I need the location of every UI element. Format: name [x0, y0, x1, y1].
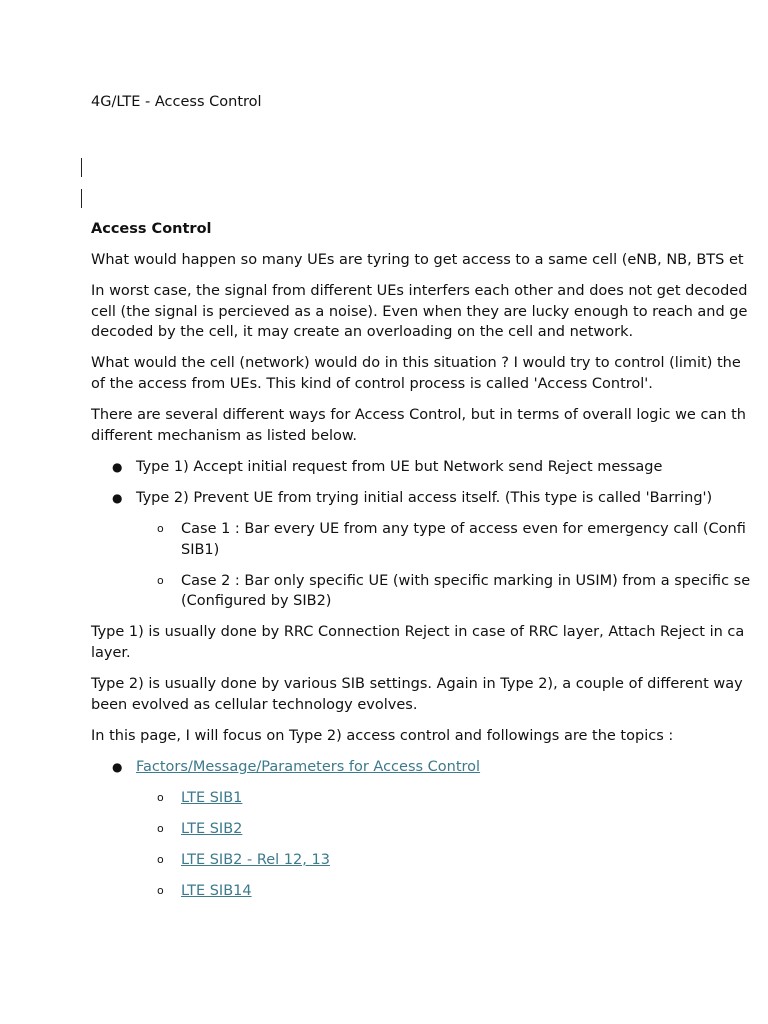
- factors-link[interactable]: Factors/Message/Parameters for Access Control: [136, 758, 481, 775]
- list-item-topic-sib1: [136, 788, 768, 809]
- list-item-case1: [136, 519, 768, 560]
- case2-line: Case 2 : Bar only specific UE (with specific marking in USIM) from a specific se: [181, 572, 751, 589]
- type2-explanation-line: been evolved as cellular technology evolves.: [91, 696, 418, 713]
- list-item-case2: [136, 571, 768, 612]
- worst-case-line: In worst case, the signal from different UEs interfers each other and does not get decoded: [91, 283, 748, 300]
- bullet-circle-icon: o: [157, 573, 164, 587]
- intro-paragraph: [91, 250, 768, 271]
- worst-case-line: decoded by the cell, it may create an overloading on the cell and network.: [91, 324, 634, 341]
- mechanisms-line: different mechanism as listed below.: [91, 427, 358, 444]
- network-response-paragraph: [91, 353, 768, 394]
- text-cursor-mark: [81, 189, 82, 208]
- type1-text: Type 1) Accept initial request from UE but Network send Reject message: [136, 458, 663, 475]
- list-item-topic-sib2: [136, 819, 768, 840]
- barring-cases-list: [136, 519, 768, 612]
- article-content: [91, 219, 768, 912]
- bullet-circle-icon: o: [157, 853, 164, 867]
- section-heading: Access Control: [91, 221, 212, 237]
- text-cursor-mark: [81, 158, 82, 177]
- lte-sib14-link[interactable]: LTE SIB14: [181, 883, 252, 900]
- lte-sib2-rel-link[interactable]: LTE SIB2 - Rel 12, 13: [181, 852, 330, 869]
- mechanisms-line: There are several different ways for Access Control, but in terms of overall logic we can th: [91, 407, 746, 424]
- list-item-topic-main: [91, 757, 768, 902]
- bullet-disc-icon: ●: [112, 459, 123, 474]
- network-response-line: What would the cell (network) would do in this situation ? I would try to control (limit) the: [91, 355, 741, 372]
- bullet-circle-icon: o: [157, 822, 164, 836]
- topics-sublist: [136, 788, 768, 902]
- worst-case-line: cell (the signal is percieved as a noise). Even when they are lucky enough to reach and ge: [91, 303, 748, 320]
- bullet-circle-icon: o: [157, 790, 164, 804]
- case1-line: Case 1 : Bar every UE from any type of access even for emergency call (Confi: [181, 521, 746, 538]
- list-item-type1: [91, 457, 768, 478]
- type2-explanation-paragraph: [91, 674, 768, 715]
- list-item-topic-sib14: [136, 881, 768, 902]
- lte-sib2-link[interactable]: LTE SIB2: [181, 821, 243, 838]
- access-control-types-list: [91, 457, 768, 612]
- bullet-circle-icon: o: [157, 884, 164, 898]
- lte-sib1-link[interactable]: LTE SIB1: [181, 789, 243, 806]
- type2-explanation-line: Type 2) is usually done by various SIB settings. Again in Type 2), a couple of different way: [91, 676, 743, 693]
- list-item-type2: [91, 488, 768, 612]
- mechanisms-paragraph: [91, 405, 768, 446]
- type1-explanation-line: layer.: [91, 645, 131, 661]
- type1-explanation-paragraph: [91, 622, 768, 663]
- bullet-disc-icon: ●: [112, 490, 123, 505]
- topics-intro-paragraph: [91, 726, 768, 747]
- bullet-disc-icon: ●: [112, 759, 123, 774]
- bullet-circle-icon: o: [157, 522, 164, 536]
- intro-line: What would happen so many UEs are tyring to get access to a same cell (eNB, NB, BTS et: [91, 252, 744, 269]
- case1-line: SIB1): [181, 541, 220, 558]
- case2-line: (Configured by SIB2): [181, 593, 332, 610]
- topics-list: [91, 757, 768, 902]
- worst-case-paragraph: [91, 281, 768, 343]
- type1-explanation-line: Type 1) is usually done by RRC Connection Reject in case of RRC layer, Attach Reject in ca: [91, 624, 745, 641]
- list-item-topic-sib2-rel: [136, 850, 768, 871]
- page-title: 4G/LTE - Access Control: [91, 94, 262, 110]
- topics-intro-line: In this page, I will focus on Type 2) access control and followings are the topics :: [91, 727, 674, 744]
- type2-text: Type 2) Prevent UE from trying initial access itself. (This type is called 'Barring'): [136, 489, 713, 506]
- network-response-line: of the access from UEs. This kind of control process is called 'Access Control'.: [91, 376, 653, 393]
